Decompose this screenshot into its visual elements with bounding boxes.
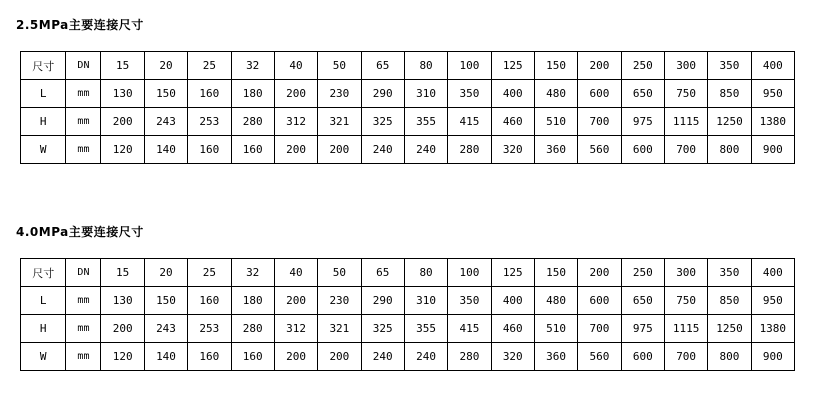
header-cell: 20 — [144, 259, 187, 287]
header-cell: 80 — [404, 259, 447, 287]
table-cell: 360 — [534, 343, 577, 371]
header-cell: 200 — [578, 259, 621, 287]
table-cell: 325 — [361, 315, 404, 343]
table-cell: 290 — [361, 80, 404, 108]
header-cell: 125 — [491, 259, 534, 287]
header-cell: 200 — [578, 52, 621, 80]
table-cell: 160 — [188, 80, 231, 108]
table-cell: 310 — [404, 80, 447, 108]
table-cell: 650 — [621, 80, 664, 108]
table-cell: 510 — [534, 315, 577, 343]
table-cell: 200 — [318, 136, 361, 164]
table-cell: 950 — [751, 80, 794, 108]
table-cell: 200 — [318, 343, 361, 371]
dimension-section-2-5mpa — [0, 0, 813, 164]
table-cell: 160 — [188, 136, 231, 164]
table-cell: 900 — [751, 136, 794, 164]
header-cell: 65 — [361, 52, 404, 80]
table-cell: 600 — [578, 80, 621, 108]
header-cell: 尺寸 — [21, 259, 66, 287]
table-cell: 160 — [188, 343, 231, 371]
table-cell: 160 — [231, 343, 274, 371]
table-cell: 140 — [144, 343, 187, 371]
table-cell: 240 — [404, 343, 447, 371]
table-cell: 290 — [361, 287, 404, 315]
header-cell: 250 — [621, 259, 664, 287]
header-cell: 25 — [188, 52, 231, 80]
table-cell: 415 — [448, 108, 491, 136]
row-unit: mm — [66, 287, 101, 315]
header-cell: 50 — [318, 52, 361, 80]
table-cell: 400 — [491, 287, 534, 315]
row-unit: mm — [66, 343, 101, 371]
table-cell: 750 — [664, 80, 707, 108]
table-cell: 240 — [361, 136, 404, 164]
dimension-table — [20, 258, 795, 371]
table-cell: 253 — [188, 108, 231, 136]
table-cell: 650 — [621, 287, 664, 315]
table-cell: 350 — [448, 80, 491, 108]
header-cell: 15 — [101, 52, 144, 80]
header-cell: 15 — [101, 259, 144, 287]
table-cell: 200 — [274, 343, 317, 371]
table-cell: 240 — [361, 343, 404, 371]
table-cell: 700 — [664, 343, 707, 371]
table-cell: 560 — [578, 136, 621, 164]
table-cell: 280 — [231, 108, 274, 136]
row-unit: mm — [66, 108, 101, 136]
header-cell: 40 — [274, 52, 317, 80]
table-cell: 130 — [101, 287, 144, 315]
header-cell: 300 — [664, 52, 707, 80]
table-cell: 460 — [491, 315, 534, 343]
header-cell: 20 — [144, 52, 187, 80]
table-cell: 850 — [708, 80, 751, 108]
table-cell: 280 — [231, 315, 274, 343]
table-cell: 560 — [578, 343, 621, 371]
row-unit: mm — [66, 80, 101, 108]
table-cell: 510 — [534, 108, 577, 136]
table-cell: 180 — [231, 80, 274, 108]
table-cell: 160 — [188, 287, 231, 315]
dimension-table — [20, 51, 795, 164]
table-cell: 415 — [448, 315, 491, 343]
row-unit: mm — [66, 136, 101, 164]
table-cell: 280 — [448, 136, 491, 164]
table-cell: 850 — [708, 287, 751, 315]
table-cell: 240 — [404, 136, 447, 164]
header-cell: 32 — [231, 259, 274, 287]
table-cell: 120 — [101, 343, 144, 371]
table-cell: 975 — [621, 315, 664, 343]
header-cell: 65 — [361, 259, 404, 287]
table-cell: 312 — [274, 315, 317, 343]
header-cell: 300 — [664, 259, 707, 287]
table-row — [21, 108, 795, 136]
table-cell: 750 — [664, 287, 707, 315]
table-cell: 600 — [621, 136, 664, 164]
dimension-table-container — [20, 51, 813, 164]
header-cell: 100 — [448, 52, 491, 80]
header-cell: 400 — [751, 52, 794, 80]
row-unit: mm — [66, 315, 101, 343]
table-cell: 230 — [318, 287, 361, 315]
table-row — [21, 343, 795, 371]
table-cell: 230 — [318, 80, 361, 108]
table-cell: 355 — [404, 315, 447, 343]
table-cell: 200 — [274, 287, 317, 315]
table-header-row — [21, 259, 795, 287]
table-row — [21, 315, 795, 343]
row-label: W — [21, 136, 66, 164]
table-cell: 200 — [101, 315, 144, 343]
dimension-section-4-0mpa — [0, 207, 813, 371]
header-cell: 40 — [274, 259, 317, 287]
table-cell: 400 — [491, 80, 534, 108]
table-cell: 150 — [144, 80, 187, 108]
header-cell: 400 — [751, 259, 794, 287]
header-cell: DN — [66, 259, 101, 287]
table-cell: 150 — [144, 287, 187, 315]
table-cell: 1115 — [664, 108, 707, 136]
table-cell: 200 — [274, 136, 317, 164]
table-cell: 1380 — [751, 315, 794, 343]
table-cell: 800 — [708, 343, 751, 371]
table-cell: 1250 — [708, 108, 751, 136]
header-cell: 100 — [448, 259, 491, 287]
table-cell: 1250 — [708, 315, 751, 343]
table-cell: 140 — [144, 136, 187, 164]
header-cell: 25 — [188, 259, 231, 287]
table-cell: 321 — [318, 108, 361, 136]
table-cell: 280 — [448, 343, 491, 371]
table-cell: 120 — [101, 136, 144, 164]
table-cell: 460 — [491, 108, 534, 136]
row-label: L — [21, 287, 66, 315]
table-cell: 480 — [534, 80, 577, 108]
table-row — [21, 136, 795, 164]
table-cell: 350 — [448, 287, 491, 315]
header-cell: 80 — [404, 52, 447, 80]
header-cell: 150 — [534, 52, 577, 80]
table-cell: 180 — [231, 287, 274, 315]
table-cell: 480 — [534, 287, 577, 315]
table-cell: 1115 — [664, 315, 707, 343]
header-cell: 350 — [708, 52, 751, 80]
table-cell: 320 — [491, 343, 534, 371]
table-cell: 975 — [621, 108, 664, 136]
table-cell: 130 — [101, 80, 144, 108]
table-cell: 200 — [101, 108, 144, 136]
table-cell: 325 — [361, 108, 404, 136]
table-cell: 321 — [318, 315, 361, 343]
header-cell: 32 — [231, 52, 274, 80]
table-header-row — [21, 52, 795, 80]
table-cell: 355 — [404, 108, 447, 136]
table-cell: 160 — [231, 136, 274, 164]
header-cell: 250 — [621, 52, 664, 80]
header-cell: 350 — [708, 259, 751, 287]
row-label: W — [21, 343, 66, 371]
table-cell: 600 — [578, 287, 621, 315]
row-label: H — [21, 108, 66, 136]
table-cell: 253 — [188, 315, 231, 343]
table-cell: 600 — [621, 343, 664, 371]
table-cell: 312 — [274, 108, 317, 136]
header-cell: 尺寸 — [21, 52, 66, 80]
section-title: 2.5MPa主要连接尺寸 — [16, 18, 144, 32]
table-cell: 243 — [144, 108, 187, 136]
table-cell: 200 — [274, 80, 317, 108]
table-cell: 700 — [578, 315, 621, 343]
table-cell: 243 — [144, 315, 187, 343]
header-cell: 125 — [491, 52, 534, 80]
table-cell: 700 — [664, 136, 707, 164]
table-cell: 320 — [491, 136, 534, 164]
section-title: 4.0MPa主要连接尺寸 — [16, 225, 144, 239]
row-label: L — [21, 80, 66, 108]
table-cell: 700 — [578, 108, 621, 136]
row-label: H — [21, 315, 66, 343]
dimension-table-container — [20, 258, 813, 371]
header-cell: DN — [66, 52, 101, 80]
header-cell: 150 — [534, 259, 577, 287]
table-cell: 950 — [751, 287, 794, 315]
table-cell: 1380 — [751, 108, 794, 136]
table-cell: 900 — [751, 343, 794, 371]
table-row — [21, 287, 795, 315]
table-cell: 310 — [404, 287, 447, 315]
table-cell: 800 — [708, 136, 751, 164]
table-cell: 360 — [534, 136, 577, 164]
header-cell: 50 — [318, 259, 361, 287]
table-row — [21, 80, 795, 108]
